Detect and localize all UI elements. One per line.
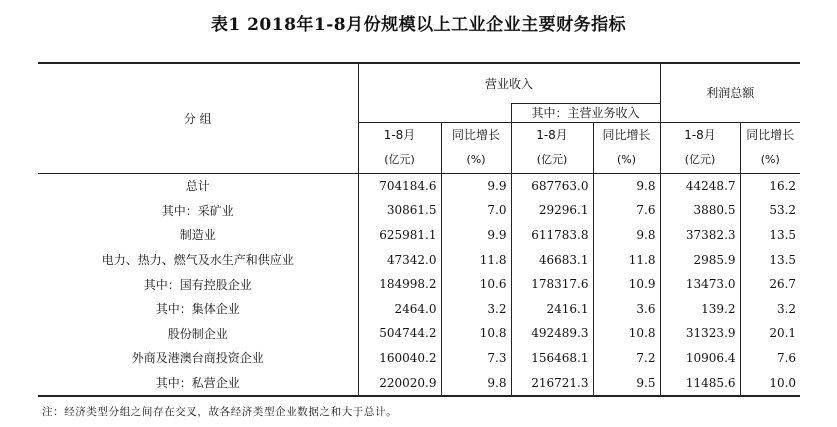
cell-main: 178317.6 — [511, 272, 593, 297]
cell-main-g: 7.6 — [593, 198, 660, 223]
table-row — [38, 198, 800, 223]
table-row — [38, 346, 800, 371]
cell-main: 216721.3 — [511, 370, 593, 396]
cell-main: 2416.1 — [511, 296, 593, 321]
cell-profit: 10906.4 — [660, 346, 740, 371]
profit-growth-header: 同比增长 — [740, 122, 800, 146]
cell-profit: 11485.6 — [660, 370, 740, 396]
cell-rev: 704184.6 — [358, 173, 441, 198]
cell-profit: 37382.3 — [660, 223, 740, 248]
cell-profit-g: 3.2 — [740, 296, 800, 321]
main-growth-unit: (%) — [593, 146, 660, 173]
table-row — [38, 321, 800, 346]
rev-growth-unit: (%) — [441, 146, 511, 173]
cell-rev-g: 9.8 — [441, 370, 511, 396]
revenue-header: 营业收入 — [358, 63, 660, 103]
cell-main-g: 10.8 — [593, 321, 660, 346]
main-revenue-header: 其中：主营业务收入 — [511, 103, 660, 122]
cell-main-g: 7.2 — [593, 346, 660, 371]
cell-main-g: 9.5 — [593, 370, 660, 396]
cell-main-g: 10.9 — [593, 272, 660, 297]
main-period-header: 1-8月 — [511, 122, 593, 146]
table-row — [38, 247, 800, 272]
table-row — [38, 296, 800, 321]
cell-rev-g: 10.6 — [441, 272, 511, 297]
profit-growth-unit: (%) — [740, 146, 800, 173]
group-header: 分 组 — [38, 63, 358, 173]
cell-rev-g: 9.9 — [441, 223, 511, 248]
table-row — [38, 173, 800, 198]
cell-profit-g: 10.0 — [740, 370, 800, 396]
row-label: 制造业 — [179, 228, 216, 243]
cell-rev: 184998.2 — [358, 272, 441, 297]
rev-growth-header: 同比增长 — [441, 122, 511, 146]
main-unit: (亿元) — [511, 146, 593, 173]
table-row — [38, 272, 800, 297]
table-row — [38, 370, 800, 396]
cell-rev: 160040.2 — [358, 346, 441, 371]
row-label: 外商及港澳台商投资企业 — [131, 351, 264, 366]
revenue-spacer — [358, 103, 511, 122]
cell-rev-g: 3.2 — [441, 296, 511, 321]
cell-profit-g: 20.1 — [740, 321, 800, 346]
row-label: 其中：私营企业 — [38, 370, 358, 396]
cell-profit-g: 53.2 — [740, 198, 800, 223]
cell-rev-g: 10.8 — [441, 321, 511, 346]
cell-main: 29296.1 — [511, 198, 593, 223]
cell-main-g: 3.6 — [593, 296, 660, 321]
profit-period-header: 1-8月 — [660, 122, 740, 146]
cell-rev: 625981.1 — [358, 223, 441, 248]
cell-rev: 30861.5 — [358, 198, 441, 223]
footnote: 注：经济类型分组之间存在交叉，故各经济类型企业数据之和大于总计。 — [42, 406, 398, 418]
cell-profit-g: 16.2 — [740, 173, 800, 198]
rev-unit: (亿元) — [358, 146, 441, 173]
cell-rev-g: 11.8 — [441, 247, 511, 272]
cell-rev-g: 9.9 — [441, 173, 511, 198]
cell-profit-g: 13.5 — [740, 223, 800, 248]
profit-unit: (亿元) — [660, 146, 740, 173]
profit-header: 利润总额 — [660, 63, 800, 122]
cell-main: 156468.1 — [511, 346, 593, 371]
cell-main: 46683.1 — [511, 247, 593, 272]
row-label: 其中：集体企业 — [155, 302, 240, 317]
cell-profit-g: 26.7 — [740, 272, 800, 297]
main-growth-header: 同比增长 — [593, 122, 660, 146]
cell-main: 611783.8 — [511, 223, 593, 248]
table-title: 表1 2018年1-8月份规模以上工业企业主要财务指标 — [210, 15, 627, 35]
cell-main-g: 9.8 — [593, 173, 660, 198]
cell-profit-g: 13.5 — [740, 247, 800, 272]
cell-profit: 3880.5 — [660, 198, 740, 223]
table-row — [38, 223, 800, 248]
cell-rev-g: 7.3 — [441, 346, 511, 371]
cell-main: 492489.3 — [511, 321, 593, 346]
cell-rev: 504744.2 — [358, 321, 441, 346]
financial-indicators-table — [38, 62, 800, 397]
row-label: 其中：国有控股企业 — [143, 277, 252, 292]
row-label: 总计 — [185, 179, 210, 194]
row-label: 股份制企业 — [167, 326, 228, 341]
cell-main: 687763.0 — [511, 173, 593, 198]
cell-main-g: 11.8 — [593, 247, 660, 272]
cell-main-g: 9.8 — [593, 223, 660, 248]
rev-period-header: 1-8月 — [358, 122, 441, 146]
cell-profit: 2985.9 — [660, 247, 740, 272]
cell-profit: 31323.9 — [660, 321, 740, 346]
cell-rev: 2464.0 — [358, 296, 441, 321]
cell-profit: 13473.0 — [660, 272, 740, 297]
row-label: 电力、热力、燃气及水生产和供应业 — [101, 253, 294, 268]
cell-rev: 47342.0 — [358, 247, 441, 272]
cell-profit: 139.2 — [660, 296, 740, 321]
cell-rev-g: 7.0 — [441, 198, 511, 223]
cell-profit: 44248.7 — [660, 173, 740, 198]
row-label: 其中：采矿业 — [161, 203, 234, 218]
cell-rev: 220020.9 — [358, 370, 441, 396]
cell-profit-g: 7.6 — [740, 346, 800, 371]
